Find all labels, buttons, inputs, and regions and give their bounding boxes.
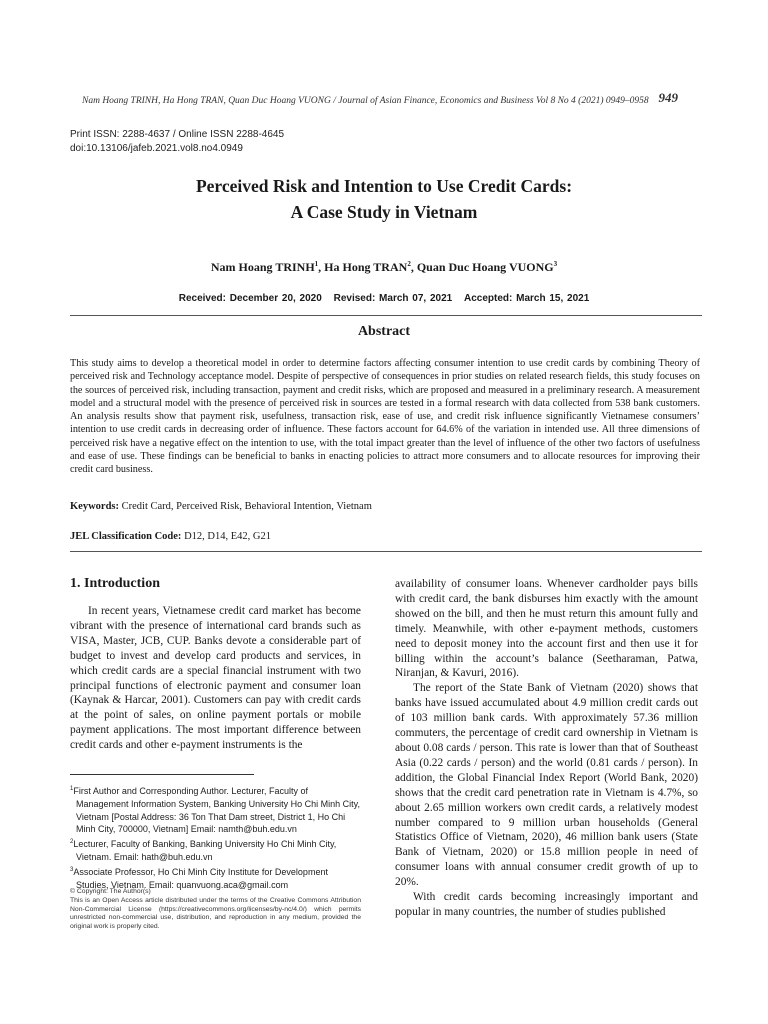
- footnote-marker: 1: [70, 786, 74, 792]
- paragraph: In recent years, Vietnamese credit card market has become vibrant with the presence of international card brands such as VISA, Master, JCB, CUP. Banks devote a considerable part of budget to invest and develop card products and services, in which credit cards are a special financial instrument with two principal functions of electronic payment and consumer loan (Kaynak & Harcar, 2001). Customers can pay with credit cards at the point of sales, on online payment portals or mobile payment applications. The most important difference between credit cards and other e-payment instruments is the: [70, 605, 361, 752]
- author-name: Quan Duc Hoang VUONG: [416, 260, 554, 274]
- abstract-heading: Abstract: [357, 324, 411, 339]
- footnotes: [70, 783, 361, 891]
- abstract-text: This study aims to develop a theoretical model in order to determine factors affecting consumer intention to use credit cards by combining Theory of perceived risk and Technology acceptance model. Despite of perspective of consequences in prior studies on related research fields, this study focuses on the sources of perceived risk, including transaction, payment and credit risks, which are proposed and measured in a preliminary research. A measurement model and a structural model with the presence of perceived risk in sources are tested in a formal research with data collected from 538 bank customers. An analysis results show that payment risk, usefulness, transaction risk, ease of use, and credit risk influence significantly Vietnamese consumers’ intention to use credit cards in decreasing order of influence. These factors account for 64.6% of the variation in intended use. All three dimensions of perceived risk have a negative effect on the intention to use, with the total impact greater than the level of influence of the other two factors of usefulness and ease of use. These findings can be beneficial to banks in enacting policies to attract more consumers and to allocate resources for improving their credit card business.: [70, 358, 700, 476]
- footnote-item: [70, 783, 361, 836]
- doi-line: doi:10.13106/jafeb.2021.vol8.no4.0949: [70, 143, 243, 154]
- left-column-body: [70, 604, 361, 753]
- author-list: Nam Hoang TRINH$^1$, Ha Hong TRAN$^2$, Quan Duc Hoang VUONG$^3$: [210, 260, 558, 274]
- footnote-marker: 2: [70, 839, 74, 846]
- jel-label: JEL Classification Code:: [70, 531, 182, 542]
- running-header-text: Nam Hoang TRINH, Ha Hong TRAN, Quan Duc Hoang VUONG / Journal of Asian Finance, Economics and Business Vol 8 No 4 (2021) 0949–0958: [82, 96, 649, 106]
- issn-line: Print ISSN: 2288-4637 / Online ISSN 2288-4645: [70, 129, 285, 140]
- author-affiliation-marker: 2: [407, 260, 411, 268]
- license-text: This is an Open Access article distributed under the terms of the Creative Commons Attribution Non-Commercial License (https://creativecommons.org/licenses/by-nc/4.0/) which permits unrestricted non-commercial use, distribution, and reproduction in any medium, provided the original work is properly cited.: [70, 896, 361, 931]
- divider-bottom: [70, 551, 702, 552]
- jel-value: D12, D14, E42, G21: [184, 531, 271, 542]
- paragraph: With credit cards becoming increasingly important and popular in many countries, the number of studies published: [395, 891, 698, 918]
- paper-title: [0, 173, 768, 225]
- paragraph: The report of the State Bank of Vietnam (2020) shows that banks have issued accumulated about 4.9 million credit cards out of 103 million bank cards. With approximately 57.36 million commuters, the percentage of credit card ownership in Vietnam is about 0.08 cards / person. This rate is lower than that of Southeast Asia (0.22 cards / person) and the world (0.81 cards / person). In addition, the Global Financial Index Report (World Bank, 2020) shows that the credit card penetration rate in Vietnam is 4.7%, so about 2.65 million workers own credit cards, a relatively modest number compared to 9 million urban households (General Statistics Office of Vietnam, 2020), 46 million bank users (State Bank of Vietnam, 2020) or 15.8 million people in need of consumer loans with annual consumer credit growth of up to 20%.: [395, 682, 698, 889]
- footnote-rule: [70, 774, 254, 775]
- footnote-marker: 3: [70, 866, 74, 873]
- paragraph: availability of consumer loans. Whenever cardholder pays bills with credit card, the bank disburses him exactly with the amount showed on the bill, and then he must return this amount fully and timely. Meanwhile, with other e-payment methods, customers need to deposit money into the account first and then use it for billing within the account’s balance (Seetharaman, Patwa, Niranjan, & Kavuri, 2016).: [395, 578, 698, 680]
- footnote-text: First Author and Corresponding Author. Lecturer, Faculty of Management Information System, Banking University Ho Chi Minh City, Vietnam [Postal Address: 36 Ton That Dam street, District 1, Ho Chi Minh City, 700000, Vietnam] Email: namth@buh.edu.vn: [73, 786, 360, 835]
- footnote-text: Lecturer, Faculty of Banking, Banking University Ho Chi Minh City, Vietnam. Email: hath@buh.edu.vn: [73, 839, 337, 862]
- author-affiliation-marker: 3: [553, 260, 558, 268]
- copyright-line: © Copyright: The Author(s): [70, 888, 151, 895]
- article-dates: [0, 293, 768, 304]
- page-number: 949: [658, 90, 678, 105]
- copyright-notice: [70, 888, 361, 932]
- author-name: Nam Hoang TRINH: [210, 260, 315, 274]
- accepted-date: Accepted: March 15, 2021: [464, 293, 590, 304]
- keywords-value: Credit Card, Perceived Risk, Behavioral Intention, Vietnam: [121, 501, 372, 512]
- right-column-body: [395, 577, 698, 920]
- title-line-1: Perceived Risk and Intention to Use Credit Cards:: [195, 176, 573, 196]
- section-heading-introduction: 1. Introduction: [70, 576, 160, 591]
- author-name: Ha Hong TRAN: [324, 260, 408, 274]
- revised-date: Revised: March 07, 2021: [333, 293, 453, 304]
- keywords-label: Keywords:: [70, 501, 119, 512]
- footnote-text: Associate Professor, Ho Chi Minh City Institute for Development Studies, Vietnam. Email: quanvuong.aca@gmail.com: [73, 866, 328, 890]
- author-affiliation-marker: 1: [314, 260, 319, 268]
- received-date: Received: December 20, 2020: [178, 293, 322, 304]
- title-line-2: A Case Study in Vietnam: [290, 202, 478, 222]
- footnote-item: [70, 836, 361, 864]
- issn-block: [70, 128, 284, 156]
- jel-codes: [70, 531, 271, 542]
- divider-top: [70, 315, 702, 316]
- keywords: [70, 501, 372, 512]
